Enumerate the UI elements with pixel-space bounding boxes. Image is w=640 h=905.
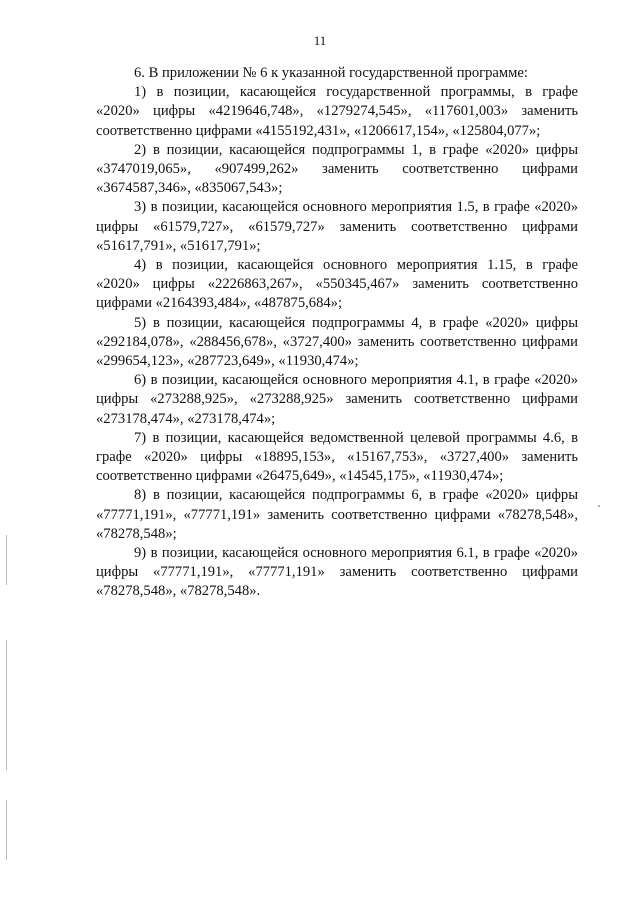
list-item: 6) в позиции, касающейся основного мероприятия 4.1, в графе «2020» цифры «273288,925», «273288,925» заменить соответственно цифрами «273178,474», «273178,474»; [96,372,578,427]
list-item: 3) в позиции, касающейся основного мероприятия 1.5, в графе «2020» цифры «61579,727», «61579,727» заменить соответственно цифрами «51617,791», «51617,791»; [96,199,578,254]
scan-margin-line [6,640,7,770]
list-item: 1) в позиции, касающейся государственной программы, в графе «2020» цифры «4219646,748», «1279274,545», «117601,003» заменить соответственно цифрами «4155192,431», «1206617,154», «125804,077»; [96,84,578,139]
list-item: 8) в позиции, касающейся подпрограммы 6, в графе «2020» цифры «77771,191», «77771,191» заменить соответственно цифрами «78278,548», «78278,548»; [96,487,578,542]
page-number: 11 [313,33,327,48]
list-item: 4) в позиции, касающейся основного мероприятия 1.15, в графе «2020» цифры «2226863,267», «550345,467» заменить соответственно цифрами «2164393,484», «487875,684»; [96,257,578,312]
scan-margin-line [6,800,7,860]
list-item: 5) в позиции, касающейся подпрограммы 4, в графе «2020» цифры «292184,078», «288456,678», «3727,400» заменить соответственно цифрами «299654,123», «287723,649», «11930,474»; [96,314,578,370]
document-body [96,64,578,602]
scan-margin-line [6,535,7,585]
scan-speck [598,505,600,507]
list-item: 9) в позиции, касающейся основного мероприятия 6.1, в графе «2020» цифры «77771,191», «77771,191» заменить соответственно цифрами «78278,548», «78278,548». [96,545,578,600]
list-item: 2) в позиции, касающейся подпрограммы 1, в графе «2020» цифры «3747019,065», «907499,262» заменить соответственно цифрами «3674587,346», «835067,543»; [96,141,578,197]
list-item: 7) в позиции, касающейся ведомственной целевой программы 4.6, в графе «2020» цифры «18895,153», «15167,753», «3727,400» заменить соответственно цифрами «26475,649», «14545,175», «11930,474»; [96,429,578,485]
section-heading: 6. В приложении № 6 к указанной государственной программе: [134,65,528,81]
